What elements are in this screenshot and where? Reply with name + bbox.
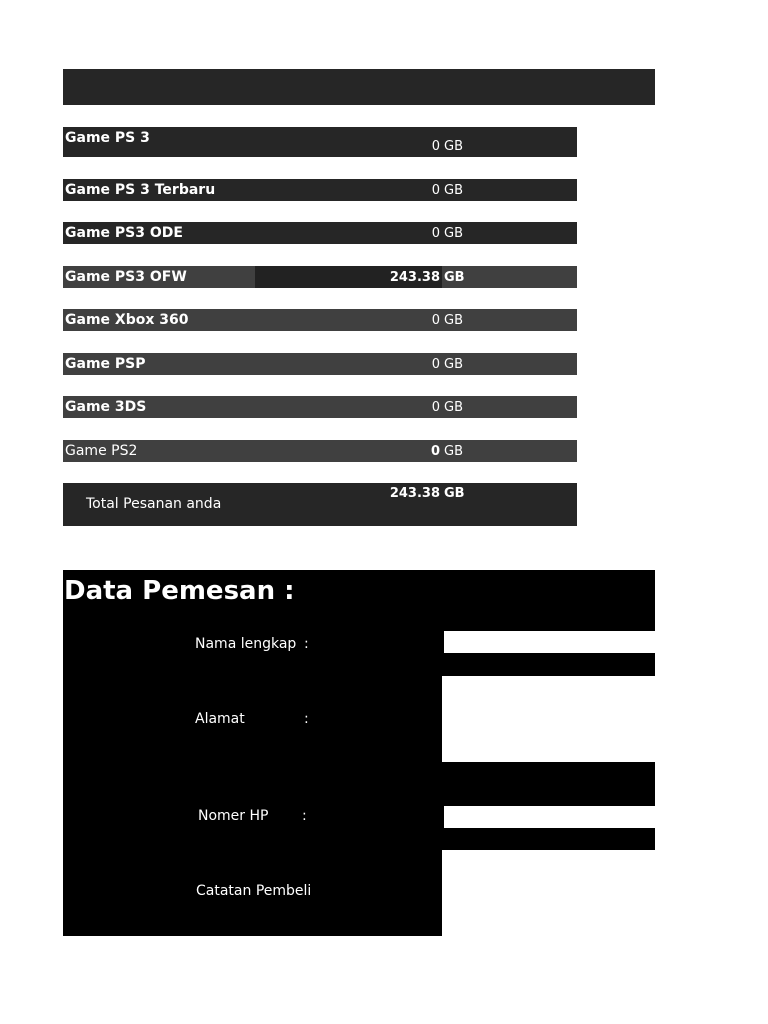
total-unit: GB — [444, 486, 465, 501]
form-title: Data Pemesan : — [64, 576, 295, 606]
phone-colon: : — [302, 808, 307, 824]
order-row-3ds — [63, 396, 577, 418]
notes-input[interactable] — [444, 850, 655, 936]
row-value: 0 — [430, 444, 440, 459]
order-row-ps2 — [63, 440, 577, 462]
address-input[interactable] — [444, 676, 655, 762]
row-label: Game PS3 OFW — [65, 269, 187, 285]
row-value: 0 — [431, 226, 440, 241]
total-label: Total Pesanan anda — [86, 496, 222, 512]
row-value: 0 — [431, 400, 440, 415]
row-unit: GB — [444, 270, 465, 285]
phone-label: Nomer HP — [198, 808, 269, 824]
customer-form — [63, 570, 655, 936]
name-colon: : — [304, 636, 309, 652]
row-label: Game PSP — [65, 356, 146, 372]
row-label: Game PS3 ODE — [65, 225, 183, 241]
row-label: Game PS 3 — [65, 130, 150, 146]
row-unit: GB — [444, 357, 463, 372]
row-value: 0 — [431, 357, 440, 372]
order-row-psp — [63, 353, 577, 375]
order-total — [63, 483, 577, 526]
row-unit: GB — [444, 139, 463, 154]
row-label: Game PS 3 Terbaru — [65, 182, 216, 198]
address-label: Alamat — [195, 711, 245, 727]
row-unit: GB — [444, 183, 463, 198]
header-bar — [63, 69, 655, 105]
row-value: 0 — [431, 313, 440, 328]
row-unit: GB — [444, 226, 463, 241]
row-label: Game PS2 — [65, 443, 138, 459]
order-row-ps3 — [63, 127, 577, 157]
phone-input[interactable] — [444, 806, 655, 828]
name-label: Nama lengkap — [195, 636, 297, 652]
row-unit: GB — [444, 444, 463, 459]
notes-label: Catatan Pembeli — [196, 883, 312, 899]
order-row-ps3-terbaru — [63, 179, 577, 201]
name-input[interactable] — [444, 631, 655, 653]
order-row-xbox360 — [63, 309, 577, 331]
address-colon: : — [304, 711, 309, 727]
row-label: Game Xbox 360 — [65, 312, 189, 328]
order-row-ps3-ode — [63, 222, 577, 244]
row-label: Game 3DS — [65, 399, 147, 415]
order-row-ps3-ofw — [63, 266, 577, 288]
row-unit: GB — [444, 400, 463, 415]
total-value: 243.38 — [389, 486, 440, 501]
row-unit: GB — [444, 313, 463, 328]
row-value: 243.38 — [389, 270, 440, 285]
row-value: 0 — [431, 183, 440, 198]
row-value: 0 — [431, 139, 440, 154]
